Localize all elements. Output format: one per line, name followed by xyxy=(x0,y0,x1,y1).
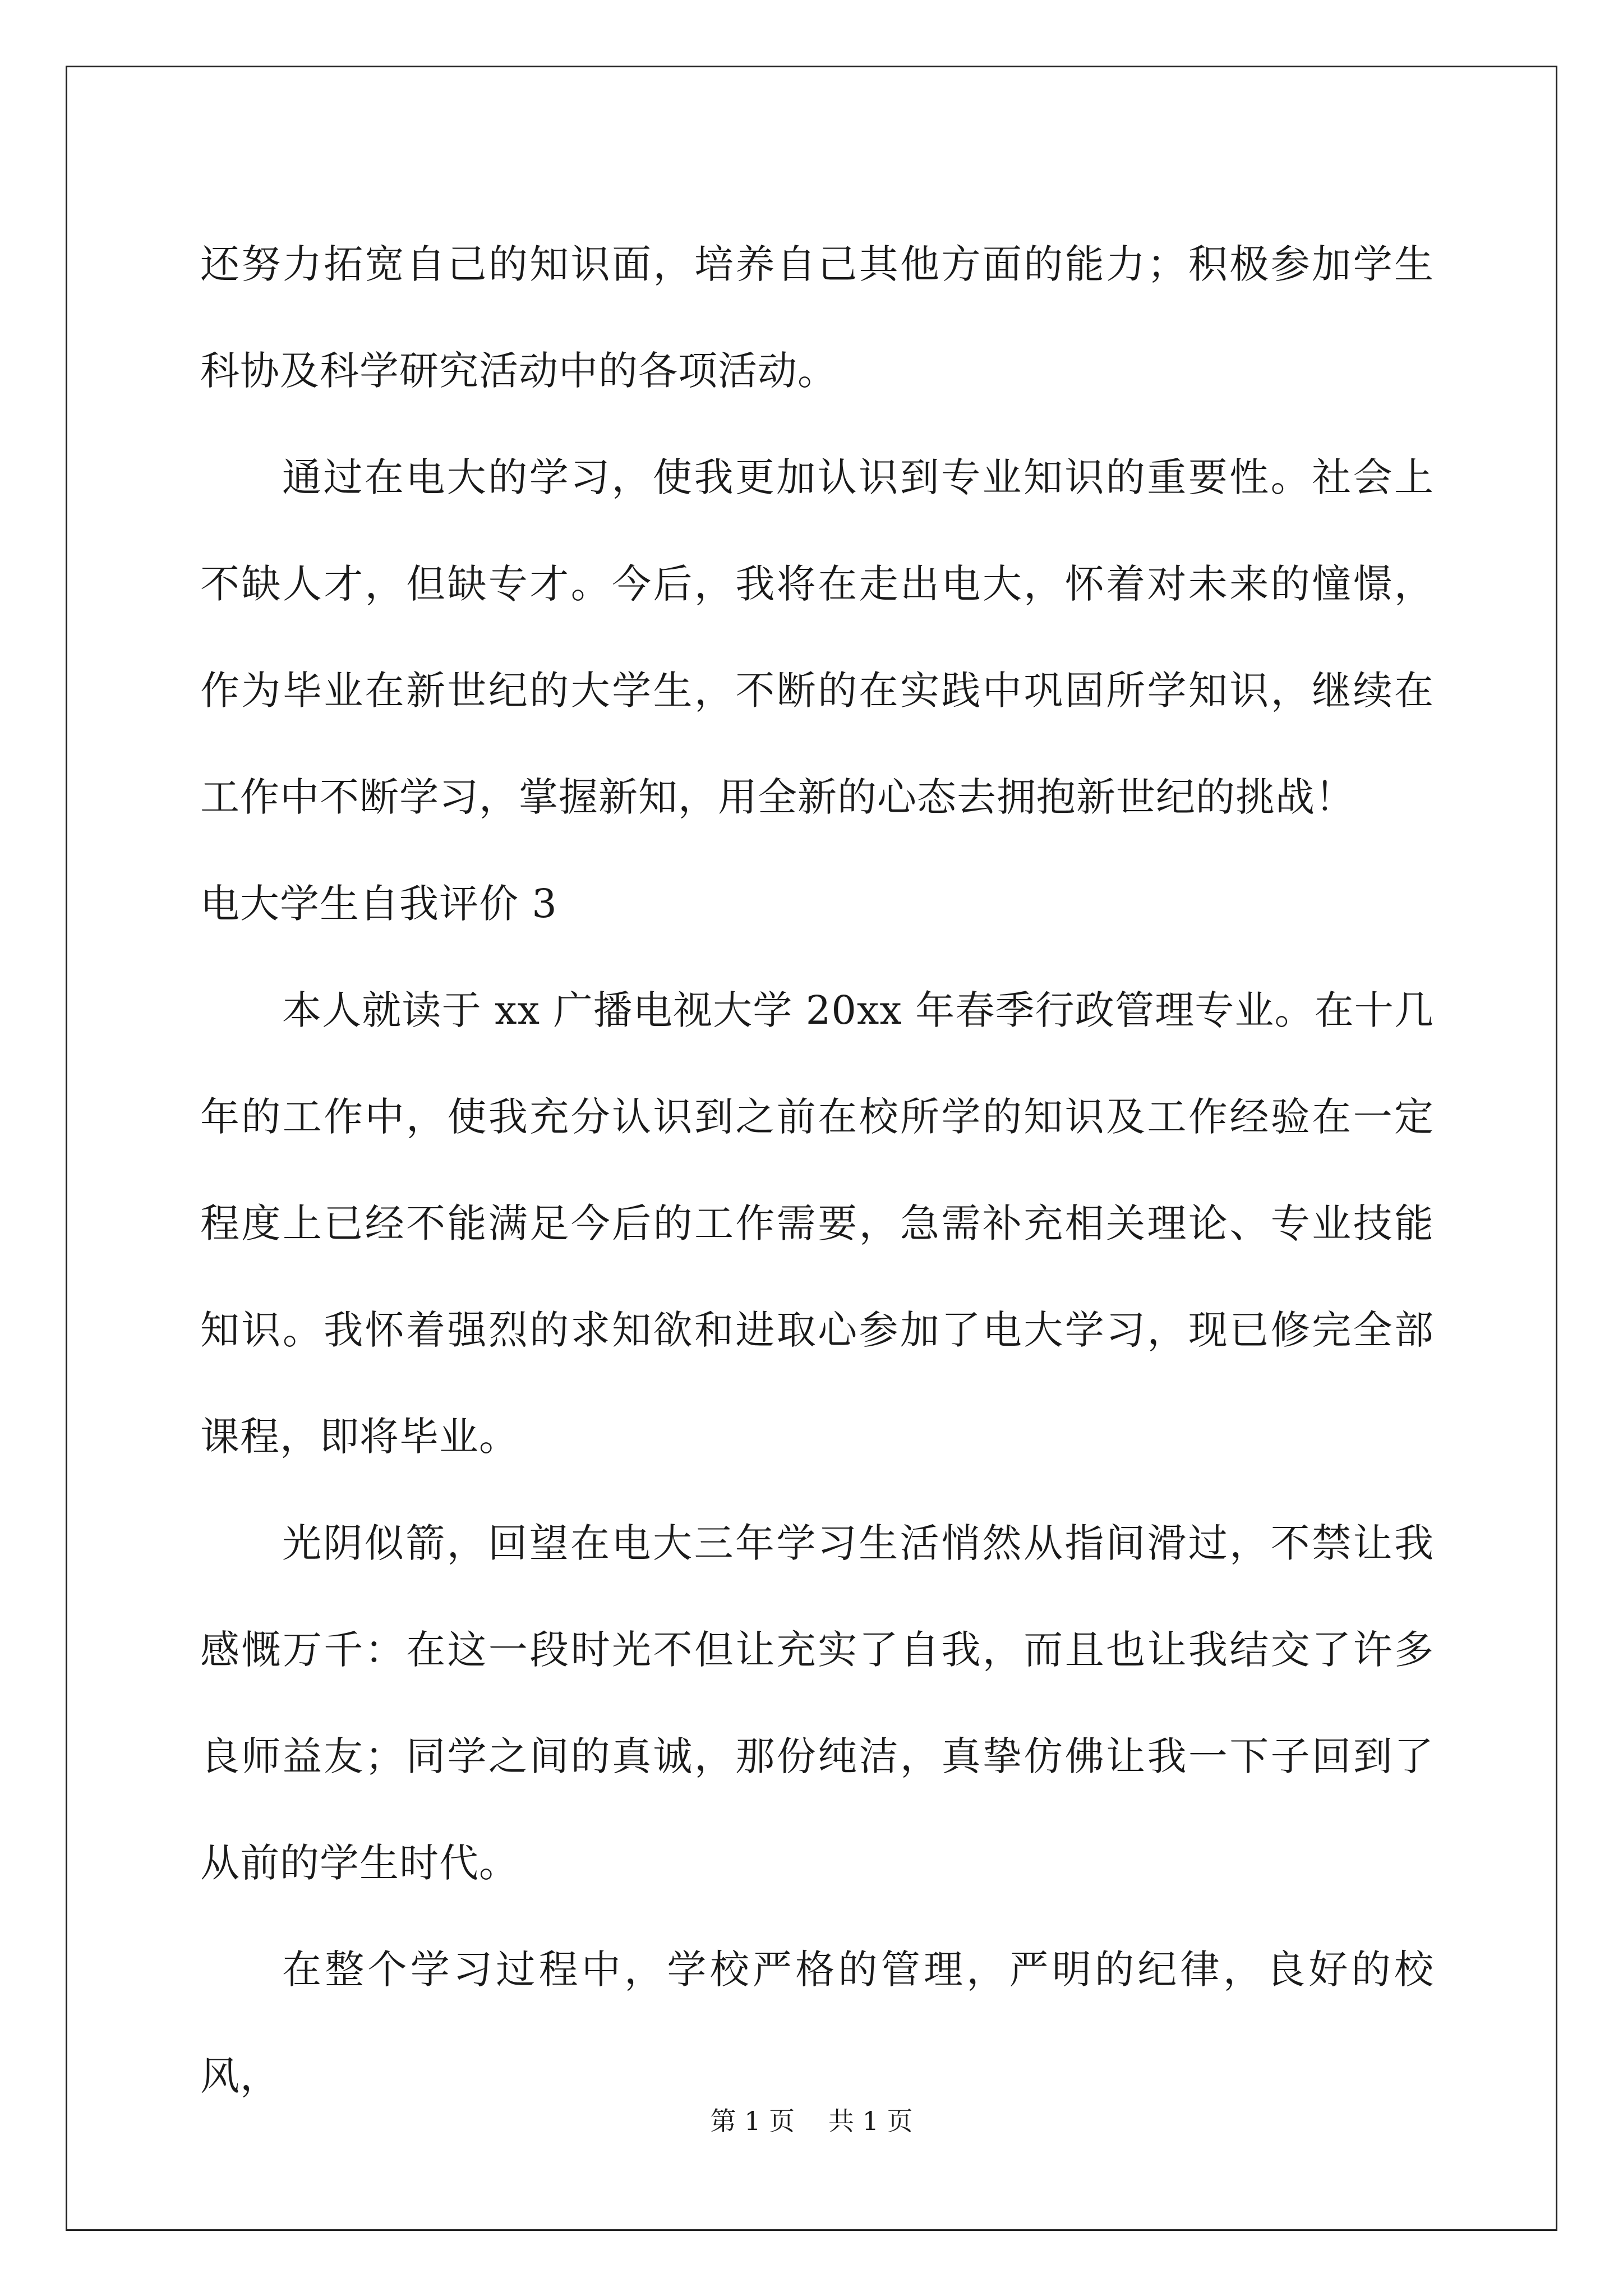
paragraph-1: 还努力拓宽自己的知识面，培养自己其他方面的能力；积极参加学生科协及科学研究活动中的各项活动。 xyxy=(200,241,1434,394)
page-footer xyxy=(0,2101,1623,2138)
paragraph-5: 在整个学习过程中，学校严格的管理，严明的纪律，良好的校风， xyxy=(200,1947,1434,2099)
paragraph-4: 光阴似箭，回望在电大三年学习生活悄然从指间滑过，不禁让我感慨万千：在这一段时光不但让充实了自我，而且也让我结交了许多良师益友；同学之间的真诚，那份纯洁，真挚仿佛让我一下子回到了从前的学生时代。 xyxy=(200,1520,1434,1886)
paragraph-3: 本人就读于 xx 广播电视大学 20xx 年春季行政管理专业。在十几年的工作中，使我充分认识到之前在校所学的知识及工作经验在一定程度上已经不能满足今后的工作需要，急需补充相关理论、专业技能知识。我怀着强烈的求知欲和进取心参加了电大学习，现已修完全部课程，即将毕业。 xyxy=(200,987,1434,1460)
page-total: 共 1 页 xyxy=(828,2106,913,2136)
paragraph-2: 通过在电大的学习，使我更加认识到专业知识的重要性。社会上不缺人才，但缺专才。今后，我将在走出电大，怀着对未来的憧憬，作为毕业在新世纪的大学生，不断的在实践中巩固所学知识，继续在工作中不断学习，掌握新知，用全新的心态去拥抱新世纪的挑战！ xyxy=(200,454,1434,820)
page-number: 第 1 页 xyxy=(710,2106,795,2136)
document-body xyxy=(200,211,1434,2129)
section-heading: 电大学生自我评价 3 xyxy=(200,881,557,927)
